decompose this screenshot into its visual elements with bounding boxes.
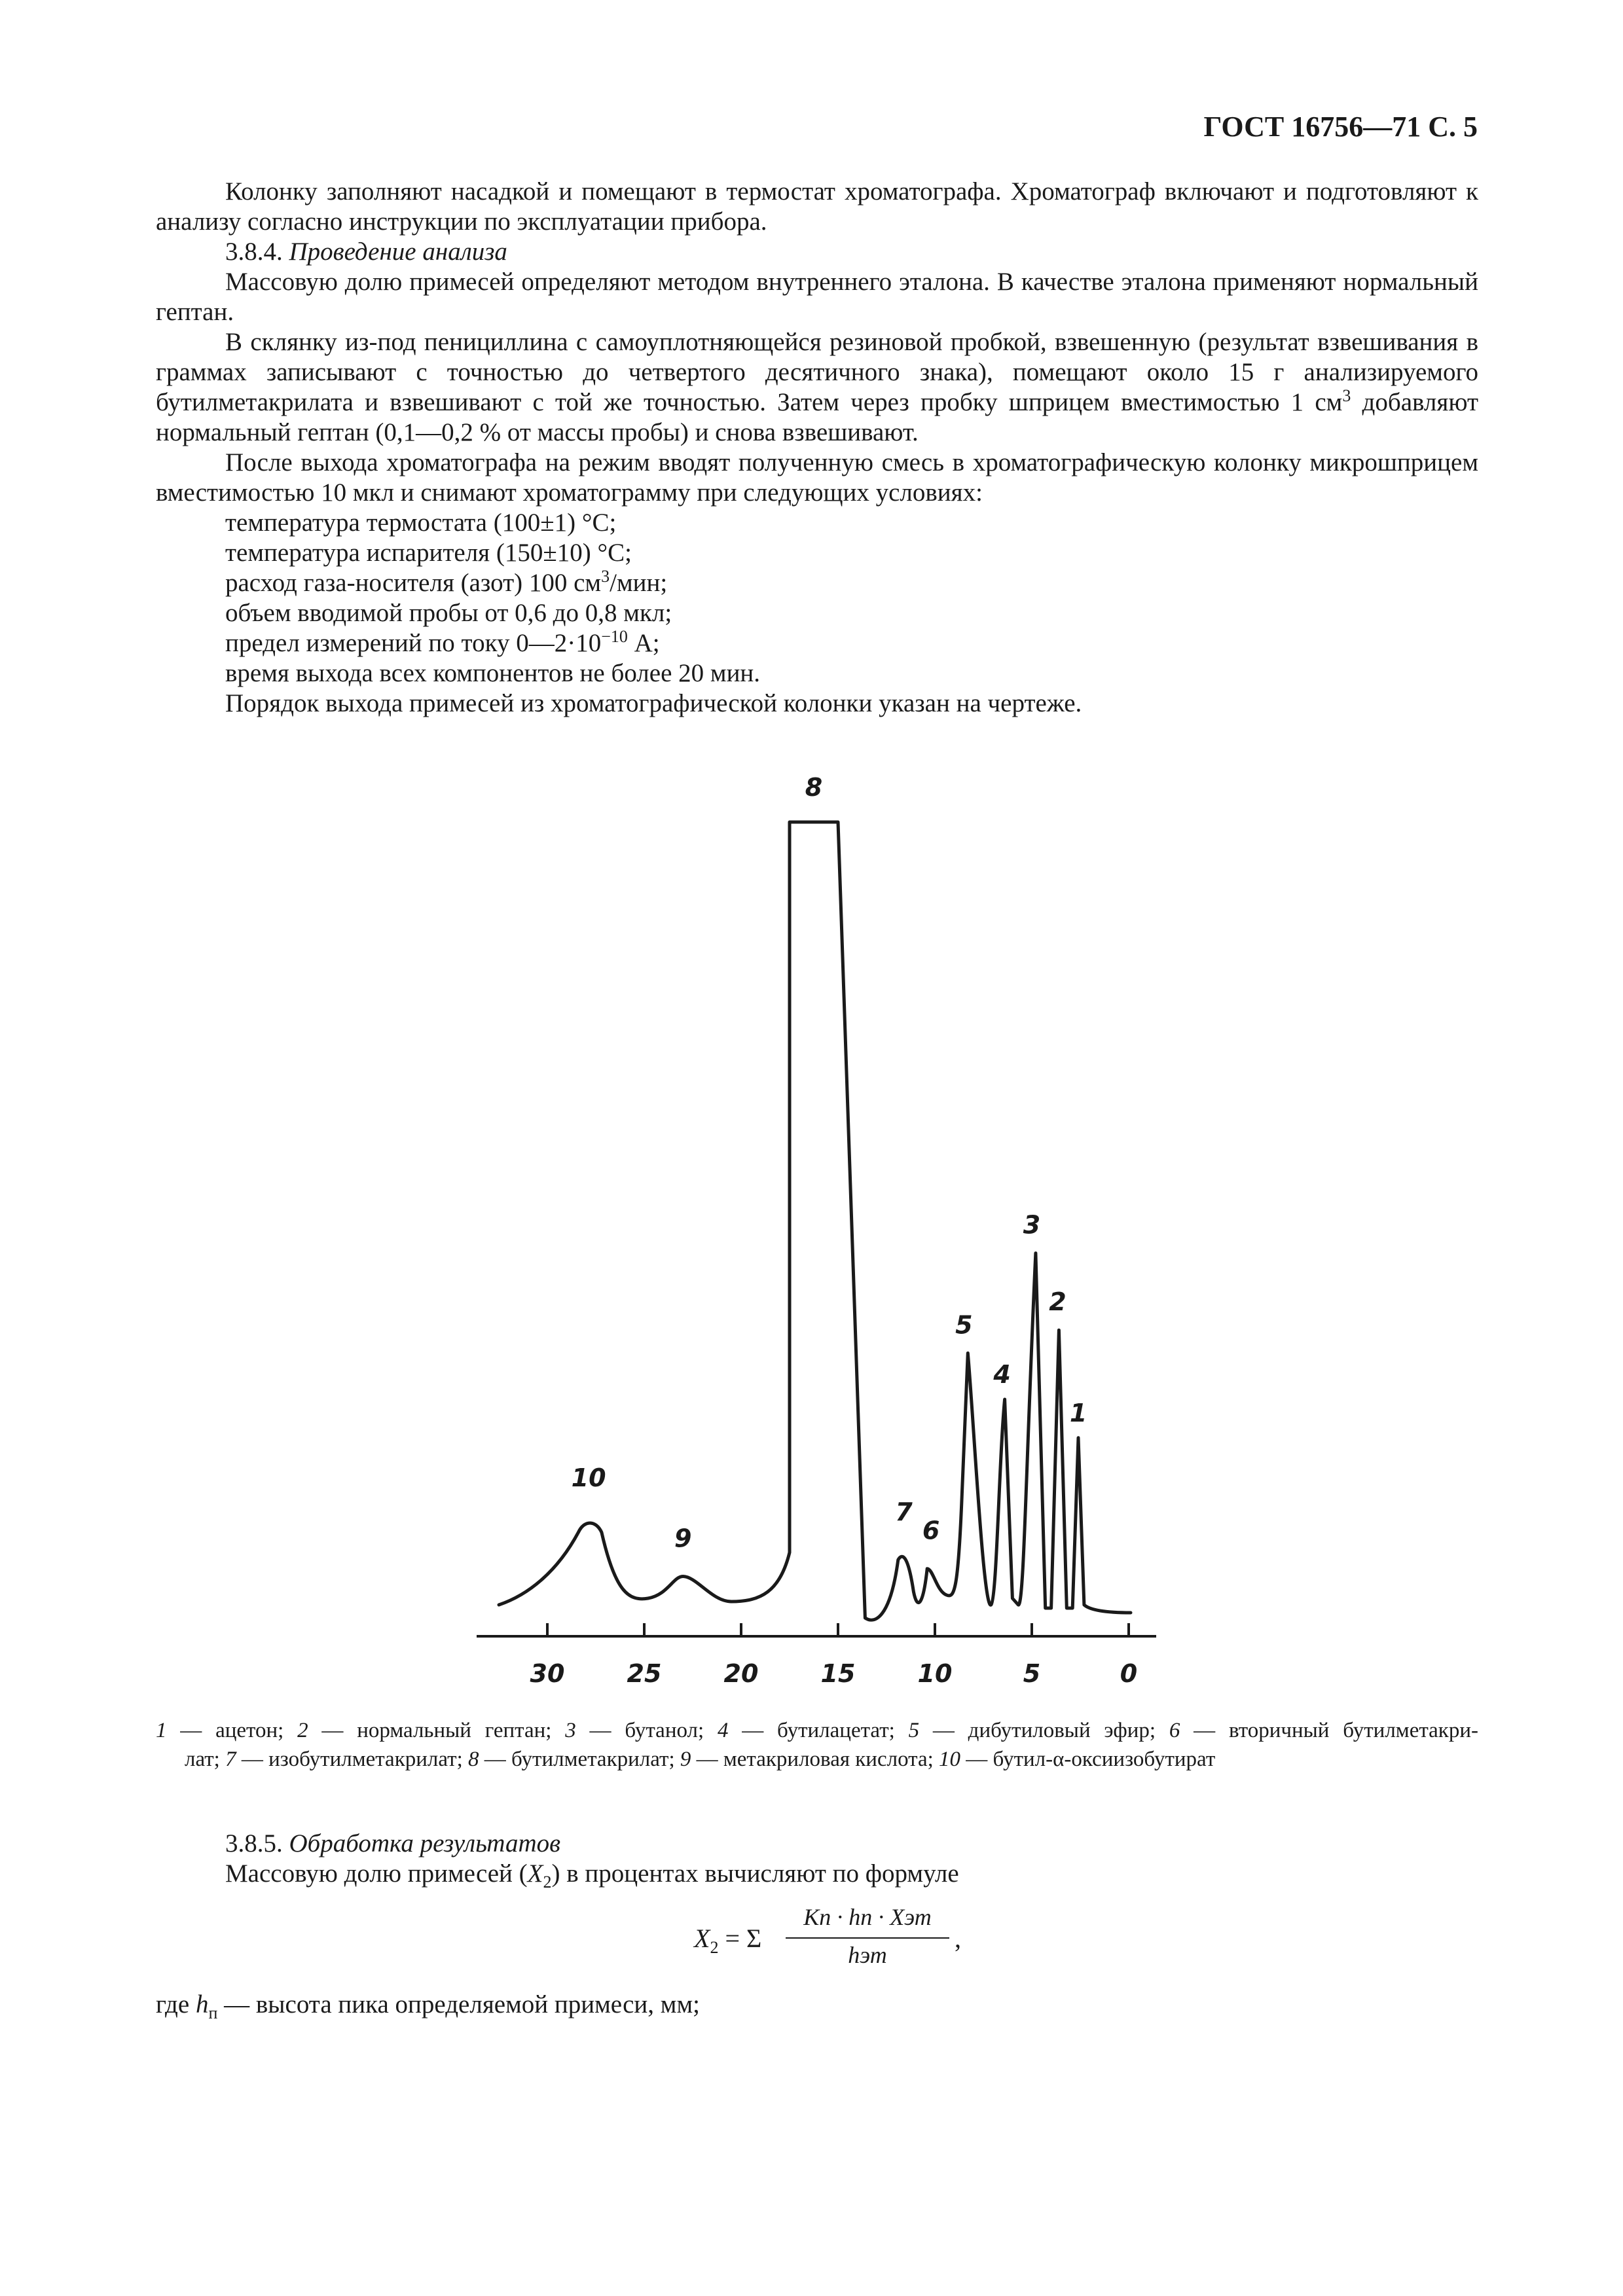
x-tick-label-30: 30	[530, 1659, 565, 1688]
figure-legend	[156, 1716, 1478, 1774]
section-3-8-5	[156, 1829, 1478, 1859]
x-tick-label-0: 0	[1120, 1659, 1138, 1688]
condition-thermostat: температура термостата (100±1) °С;	[225, 509, 617, 537]
peak-label-5: 5	[955, 1310, 973, 1340]
paragraph-where	[156, 1990, 1478, 2020]
formula-fraction	[786, 1903, 949, 1969]
section-number: 3.8.5.	[225, 1829, 283, 1857]
peak-labels	[572, 773, 1087, 1552]
where-var: h	[195, 1990, 209, 2018]
formula-lhs	[694, 1923, 762, 1957]
legend-num-1: 1	[156, 1719, 167, 1742]
gas-flow-text-a: расход газа-носителя (азот) 100 см	[225, 569, 602, 597]
gas-flow-text-b: /мин;	[610, 569, 668, 597]
legend-text-9: — метакриловая кислота;	[691, 1748, 939, 1771]
formula-comma: ,	[955, 1924, 961, 1953]
paragraph-formula-intro	[156, 1859, 1478, 1892]
legend-text-5: — дибутиловый эфир;	[919, 1719, 1169, 1742]
x-tick-label-25: 25	[627, 1659, 662, 1688]
page-header: ГОСТ 16756—71 С. 5	[1203, 111, 1478, 143]
condition-sample-volume: объем вводимой пробы от 0,6 до 0,8 мкл;	[225, 599, 672, 627]
paragraph-method: Массовую долю примесей определяют методом внутреннего эталона. В качестве эталона применяют нормальный гептан.	[156, 268, 1478, 326]
legend-line-1	[156, 1716, 1478, 1745]
formula-denominator: hэт	[848, 1942, 887, 1968]
formula-eq-sum: = Σ	[718, 1924, 762, 1953]
legend-num-7: 7	[225, 1748, 236, 1771]
formula-x2	[694, 1903, 961, 1982]
peak-label-2: 2	[1049, 1287, 1067, 1317]
sample-prep-text-b: добавляют нормальный гептан (0,1—0,2 % от массы пробы) и снова взвешивают.	[156, 388, 1478, 446]
where-text-b: — высота пика определяемой примеси, мм;	[217, 1990, 700, 2018]
legend-num-8: 8	[468, 1748, 479, 1771]
where-sub: п	[208, 2003, 218, 2022]
legend-text-3: — бутанол;	[575, 1719, 718, 1742]
legend-text-4: — бутилацетат;	[728, 1719, 909, 1742]
formula-lhs-sub: 2	[710, 1938, 719, 1957]
body-text-where	[156, 1990, 1478, 2020]
formula-intro-var: X	[527, 1859, 543, 1888]
formula-lhs-var: X	[694, 1924, 710, 1953]
condition-evaporator: температура испарителя (150±10) °С;	[225, 539, 632, 567]
body-text-bottom	[156, 1829, 1478, 1892]
legend-num-5: 5	[908, 1719, 920, 1742]
current-range-sup: −10	[601, 627, 628, 646]
x-tick-label-10: 10	[917, 1659, 953, 1688]
paragraph-injection: После выхода хроматографа на режим вводят полученную смесь в хроматографическую колонку микрошприцем вместимостью 10 мкл и снимают хроматограмму при следующих условиях:	[156, 448, 1478, 507]
legend-text-10: — бутил-α-оксиизобутират	[960, 1748, 1216, 1771]
paragraph-figure-ref: Порядок выхода примесей из хроматографической колонки указан на чертеже.	[225, 689, 1082, 717]
where-text-a: где	[156, 1990, 196, 2018]
legend-line-2	[156, 1745, 1478, 1774]
peak-label-3: 3	[1023, 1210, 1041, 1240]
section-title: Обработка результатов	[289, 1829, 561, 1857]
paragraph-column-fill: Колонку заполняют насадкой и помещают в термостат хроматографа. Хроматограф включают и подготовляют к анализу согласно инструкции по эксплуатации прибора.	[156, 177, 1478, 236]
section-number: 3.8.4.	[225, 238, 283, 266]
formula-intro-sub: 2	[543, 1872, 552, 1892]
peak-label-6: 6	[922, 1516, 940, 1545]
x-axis-ticks	[530, 1623, 1138, 1688]
formula-numerator: Kп · hп · Xэт	[803, 1904, 932, 1930]
legend-text-6b: лат;	[185, 1748, 226, 1771]
x-tick-label-20: 20	[723, 1659, 759, 1688]
peak-label-1: 1	[1069, 1398, 1087, 1427]
legend-num-6: 6	[1169, 1719, 1180, 1742]
sample-prep-sup: 3	[1342, 386, 1351, 405]
x-tick-label-5: 5	[1023, 1659, 1041, 1688]
legend-num-3: 3	[565, 1719, 576, 1742]
legend-num-10: 10	[939, 1748, 961, 1771]
section-title: Проведение анализа	[289, 238, 507, 266]
legend-text-2: — нормальный гептан;	[308, 1719, 566, 1742]
formula-intro-text-b: ) в процентах вычисляют по формуле	[551, 1859, 959, 1888]
formula-intro-text-a: Массовую долю примесей (	[225, 1859, 528, 1888]
legend-num-2: 2	[297, 1719, 308, 1742]
x-tick-label-15: 15	[820, 1659, 856, 1688]
legend-text-6: — вторичный бутилметакри-	[1180, 1719, 1478, 1742]
peak-label-8: 8	[805, 773, 823, 802]
peak-label-10: 10	[571, 1463, 606, 1493]
condition-elution-time: время выхода всех компонентов не более 20 мин.	[225, 659, 761, 687]
legend-text-8: — бутилметакрилат;	[479, 1748, 680, 1771]
legend-num-4: 4	[717, 1719, 729, 1742]
peak-label-4: 4	[993, 1360, 1011, 1389]
current-range-text-b: А;	[627, 629, 660, 657]
gas-flow-sup: 3	[601, 567, 610, 586]
fraction-bar	[786, 1937, 949, 1939]
peak-label-9: 9	[674, 1524, 692, 1553]
peak-label-7: 7	[895, 1498, 913, 1527]
legend-num-9: 9	[680, 1748, 691, 1771]
legend-text-1: — ацетон;	[166, 1719, 298, 1742]
current-range-text-a: предел измерений по току 0—2·10	[225, 629, 602, 657]
legend-text-7: — изобутилметакрилат;	[236, 1748, 468, 1771]
sample-prep-text-a: В склянку из-под пенициллина с самоуплотняющейся резиновой пробкой, взвешенную (результат взвешивания в граммах записывают с точностью до четвертого десятичного знака), помещают около 15 г анализируемого бутилметакрилата и взвешивают с той же точностью. Затем через пробку шприцем вместимостью 1 см	[156, 328, 1478, 416]
